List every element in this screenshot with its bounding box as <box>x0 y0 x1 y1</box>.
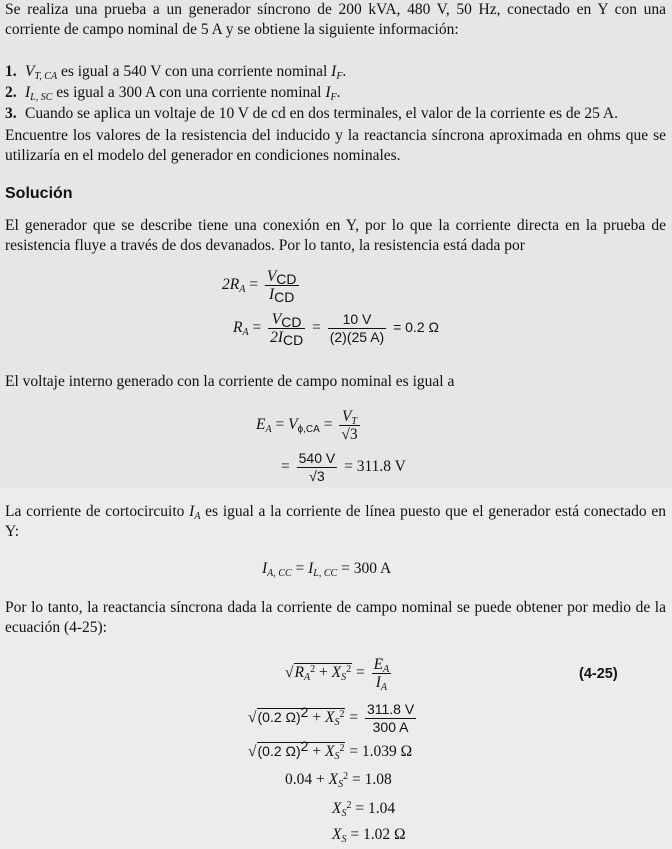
solution-paragraph-1: El generador que se describe tiene una conexión en Y, por lo que la corriente directa en la prueba de resistencia fluye a través de dos devanados. Por lo tanto, la resistencia está dada por <box>5 217 666 254</box>
equation-line-5: $X_S^2 = 1.04$ <box>332 800 396 819</box>
equation-ea-value: = $\frac{540 V}{√3}$ = 311.8 V <box>281 450 406 484</box>
equation-line-4: $0.04 + X_S^2 = 1.08$ <box>285 771 392 790</box>
intro-paragraph: Se realiza una prueba a un generador síncrono de 200 kVA, 480 V, 50 Hz, conectado en Y con una corriente de campo nominal de 5 A y se obtiene la siguiente información: <box>5 1 666 38</box>
equation-line-6: $X_S = 1.02$ Ω <box>332 826 406 845</box>
equation-number: (4-25) <box>579 666 618 682</box>
given-data-list <box>5 62 618 125</box>
equation-2ra: $2R_A$ = $\frac{V_{CD}}{I_{CD}}$ <box>222 268 297 305</box>
equation-line-3: √(0.2 $\Omega)^2 + X_S^2 = 1.039$ Ω <box>248 738 413 762</box>
question-paragraph: Encuentre los valores de la resistencia del inducido y la reactancia síncrona aproximada en ohms que se utilizaría en el modelo del generador en condiciones nominales. <box>5 127 666 164</box>
list-item: 1. $V_{T, CA}$ es igual a 540 V con una corriente nominal $I_F$. <box>5 63 347 82</box>
box-paragraph-2: Por lo tanto, la reactancia síncrona dada la corriente de campo nominal se puede obtener por medio de la ecuación (4-25): <box>5 599 666 636</box>
solution-paragraph-2: El voltaje interno generado con la corriente de campo nominal es igual a <box>5 373 455 390</box>
solution-heading: Solución <box>5 185 73 202</box>
equation-4-25: $√R_A^2 + X_S^2$ = $\frac{E_A}{I_A}$ <box>285 656 390 693</box>
equation-ea: $E_A = V_{\phi,CA}$ = $\frac{V_T}{√3}$ <box>256 408 358 443</box>
equation-ra: $R_A$ = $\frac{V_{CD}}{2I_{CD}}$ = $\frac{10 V}{(2)(25 A)}$ = 0.2 Ω <box>233 311 439 348</box>
equation-ia-cc: $I_{A, CC} = I_{L, CC} = 300$ A <box>262 560 392 579</box>
list-item: 3. Cuando se aplica un voltaje de 10 V de cd en dos terminales, el valor de la corriente es de 25 A. <box>5 105 618 122</box>
box-paragraph-1: La corriente de cortocircuito $I_A$ es igual a la corriente de línea puesto que el generador está conectado en Y: <box>5 503 666 540</box>
equation-line-2: √(0.2 $\Omega)^2 + X_S^2$ = $\frac{311.8 V}{300 A}$ <box>248 701 415 735</box>
list-item: 2. $I_{L, SC}$ es igual a 300 A con una corriente nominal $I_F$. <box>5 84 341 103</box>
